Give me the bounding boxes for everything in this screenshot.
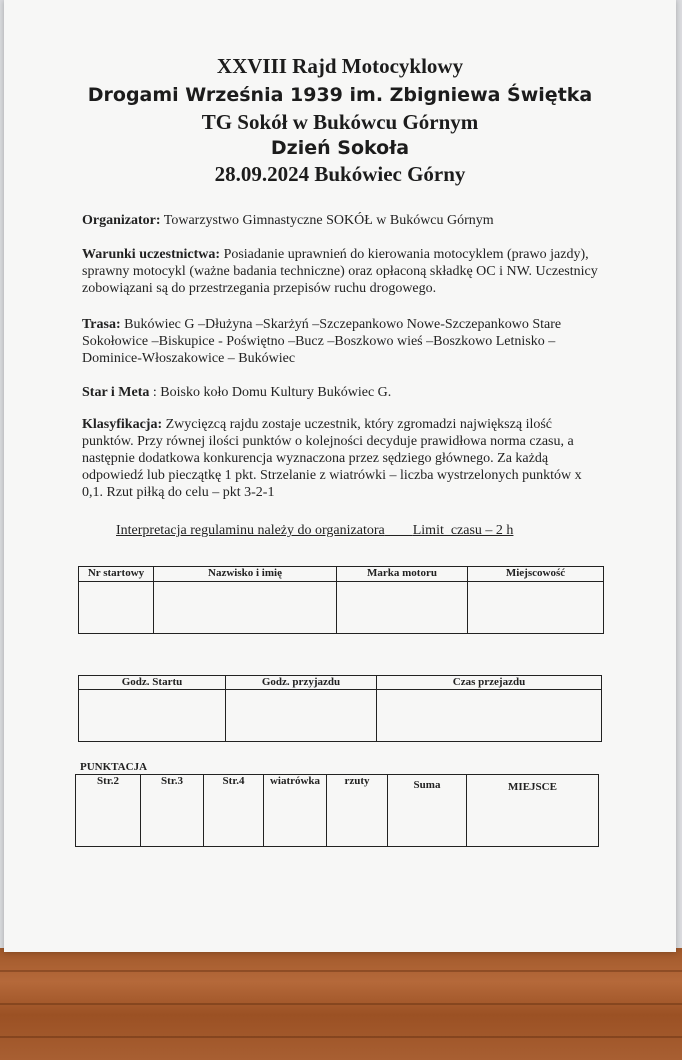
scoring-table: [75, 774, 599, 847]
cell-ride-time[interactable]: [377, 690, 602, 742]
score-str4[interactable]: Str.4: [204, 775, 264, 847]
participant-table: [78, 566, 604, 634]
classification-paragraph: [82, 416, 602, 501]
title-line-5: 28.09.2024 Bukówiec Górny: [214, 162, 466, 186]
score-sum[interactable]: Suma: [388, 775, 467, 847]
score-airgun[interactable]: wiatrówka: [264, 775, 327, 847]
timing-table: [78, 675, 602, 742]
interpretation-line: [116, 523, 513, 539]
cell-start-number[interactable]: [79, 582, 154, 634]
start-text: : Boisko koło Domu Kultury Bukówiec G.: [149, 385, 392, 400]
score-str2[interactable]: Str.2: [76, 775, 141, 847]
time-limit-text: Limit czasu – 2 h: [412, 523, 514, 538]
start-paragraph: [82, 384, 602, 401]
col-ride-time: Czas przejazdu: [377, 676, 602, 690]
title-line-3: TG Sokół w Bukówcu Górnym: [201, 110, 479, 134]
classification-text: Zwycięzcą rajdu zostaje uczestnik, który zgromadzi największą ilość punktów. Przy równej ilości punktów o kolejności decyduje prawidłowa norma czasu, a następnie dodatkowa konkurencja wyznaczona przez sędziego głównego. Za każdą odpowiedź lub pieczątkę 1 pkt. Strzelanie z wiatrówki – liczba wystrzelonych punktów x 0,1. Rzut piłką do celu – pkt 3-2-1: [82, 417, 582, 500]
col-motorcycle: Marka motoru: [337, 567, 468, 582]
scoring-label: PUNKTACJA: [80, 761, 148, 773]
col-start-time: Godz. Startu: [79, 676, 226, 690]
conditions-label: Warunki uczestnictwa:: [82, 247, 221, 262]
conditions-paragraph: [82, 246, 602, 297]
title-line-4: Dzień Sokoła: [270, 137, 410, 159]
organizer-label: Organizator:: [82, 213, 161, 228]
organizer-text: Towarzystwo Gimnastyczne SOKÓŁ w Bukówcu Górnym: [160, 213, 494, 228]
organizer-paragraph: [82, 212, 602, 229]
col-arrival-time: Godz. przyjazdu: [226, 676, 377, 690]
route-text: Bukówiec G –Dłużyna –Skarżyń –Szczepankowo Nowe-Szczepankowo Stare Sokołowice –Biskupice - Poświętno –Bucz –Boszkowo wieś –Boszkowo Letnisko –Dominice-Włoszakowice – Bukówiec: [82, 317, 562, 366]
cell-name[interactable]: [154, 582, 337, 634]
col-name: Nazwisko i imię: [154, 567, 337, 582]
wooden-table: [0, 948, 682, 1060]
interpretation-text: Interpretacja regulaminu należy do organizatora: [116, 523, 385, 538]
title-line-1: XXVIII Rajd Motocyklowy: [216, 54, 464, 78]
cell-motorcycle[interactable]: [337, 582, 468, 634]
col-town: Miejscowość: [468, 567, 604, 582]
classification-label: Klasyfikacja:: [82, 417, 163, 432]
cell-arrival-time[interactable]: [226, 690, 377, 742]
cell-town[interactable]: [468, 582, 604, 634]
col-start-number: Nr startowy: [79, 567, 154, 582]
route-paragraph: [82, 316, 602, 367]
conditions-text: Posiadanie uprawnień do kierowania motocyklem (prawo jazdy), sprawny motocykl (ważne badania techniczne) oraz opłaconą składkę OC i NW. Uczestnicy zobowiązani są do przestrzegania przepisów ruchu drogowego.: [82, 247, 598, 296]
title-line-2: Drogami Września 1939 im. Zbigniewa Świętka: [87, 84, 593, 106]
score-str3[interactable]: Str.3: [141, 775, 204, 847]
score-place[interactable]: MIEJSCE: [467, 775, 599, 847]
score-throws[interactable]: rzuty: [327, 775, 388, 847]
document-page: [4, 0, 676, 952]
route-label: Trasa:: [82, 317, 121, 332]
cell-start-time[interactable]: [79, 690, 226, 742]
start-label: Star i Meta: [82, 385, 150, 400]
